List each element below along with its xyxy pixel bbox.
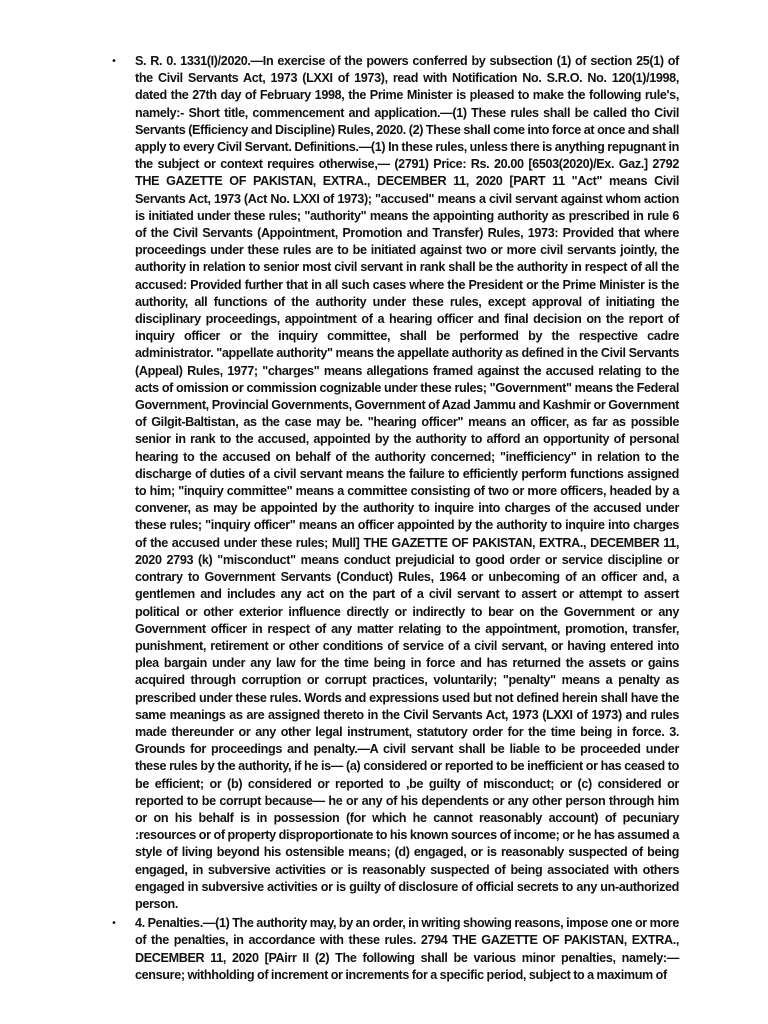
bulleted-list: [0, 53, 768, 986]
bullet-marker: •: [111, 918, 117, 930]
bullet-marker: •: [111, 56, 117, 67]
list-item-penalties: [0, 915, 768, 984]
paragraph-text: 4. Penalties.—(1) The authority may, by an order, in writing showing reasons, impose one or more of the penalties, in accordance with these rules. 2794 THE GAZETTE OF PAKISTAN, EXTRA., DECEMBER 11, 2020 [PAirr II (2) The following shall be various minor penalties, namely:— censure; withholding of increment or increments for a specific period, subject to a maximum of: [135, 916, 679, 982]
paragraph-text: S. R. 0. 1331(I)/2020.—In exercise of the powers conferred by subsection (1) of section 25(1) of the Civil Servants Act, 1973 (LXXI of 1973), read with Notification No. S.R.O. No. 120(1)/1998, dated the 27th day of February 1998, the Prime Minister is pleased to make the following rule's, namely:- Short title, commencement and application.—(1) These rules shall be called tho Civil Servants (Efficiency and Discipline) Rules, 2020. (2) These shall come into force at once and shall apply to every Civil Servant. Definitions.—(1) In these rules, unless there is anything repugnant in the subject or context requires otherwise,— (2791) Price: Rs. 20.00 [6503(2020)/Ex. Gaz.] 2792 THE GAZETTE OF PAKISTAN, EXTRA., DECEMBER 11, 2020 [PART 11 "Act" means Civil Servants Act, 1973 (Act No. LXXI of 1973); "accused" means a civil servant against whom action is initiated under these rules; "authority" means the appointing authority as prescribed in rule 6 of the Civil Servants (Appointment, Promotion and Transfer) Rules, 1973: Provided that where proceedings under these rules are to be initiated against two or more civil servants jointly, the authority in relation to senior most civil servant in rank shall be the authority in respect of all the accused: Provided further that in all such cases where the President or the Prime Minister is the authority, all functions of the authority under these rules, except approval of initiating the disciplinary proceedings, appointment of a hearing officer and final decision on the report of inquiry officer or the inquiry committee, shall be performed by the respective cadre administrator. "appellate authority" means the appellate authority as defined in the Civil Servants (Appeal) Rules, 1977; "charges" means allegations framed against the accused relating to the acts of omission or commission cognizable under these rules; "Government" means the Federal Government, Provincial Governments, Government of Azad Jammu and Kashmir or Government of Gilgit-Baltistan, as the case may be. "hearing officer" means an officer, as far as possible senior in rank to the accused, appointed by the authority to afford an opportunity of personal hearing to the accused on behalf of the authority concerned; "inefficiency" in relation to the discharge of duties of a civil servant means the failure to efficiently perform functions assigned to him; "inquiry committee" means a committee consisting of two or more officers, headed by a convener, as may be appointed by the authority to inquire into charges of the accused under these rules; "inquiry officer" means an officer appointed by the authority to inquire into charges of the accused under these rules; Mull] THE GAZETTE OF PAKISTAN, EXTRA., DECEMBER 11, 2020 2793 (k) "misconduct" means conduct prejudicial to good order or service discipline or contrary to Government Servants (Conduct) Rules, 1964 or unbecoming of an officer and, a gentlemen and includes any act on the part of a civil servant to assert or attempt to assert political or other exterior influence directly or indirectly to bear on the Government or any Government officer in respect of any matter relating to the appointment, promotion, transfer, punishment, retirement or other conditions of service of a civil servant, or having entered into plea bargain under any law for the time being in force and has returned the assets or gains acquired through corruption or corrupt practices, voluntarily; "penalty" means a penalty as prescribed under these rules. Words and expressions used but not defined herein shall have the same meanings as are assigned thereto in the Civil Servants Act, 1973 (LXXI of 1973) and rules made thereunder or any other legal instrument, statutory order for the time being in force. 3. Grounds for proceedings and penalty.—A civil servant shall be liable to be proceeded under these rules by the authority, if he is— (a) considered or reported to be inefficient or has ceased to be efficient; or (b) considered or reported to ,be guilty of misconduct; or (c) considered or reported to be corrupt because— he or any of his dependents or any other person through him or on his behalf is in possession (for which he cannot reasonably account) of pecuniary :resources or of property disproportionate to his known sources of income; or he has assumed a style of living beyond his ostensible means; (d) engaged, or is reasonably suspected of being engaged, in subversive activities or is reasonably suspected of being associated with others engaged in subversive activities or is guilty of disclosure of official secrets to any un-authorized person.: [135, 54, 679, 911]
list-item-rules-preamble: [0, 53, 768, 913]
